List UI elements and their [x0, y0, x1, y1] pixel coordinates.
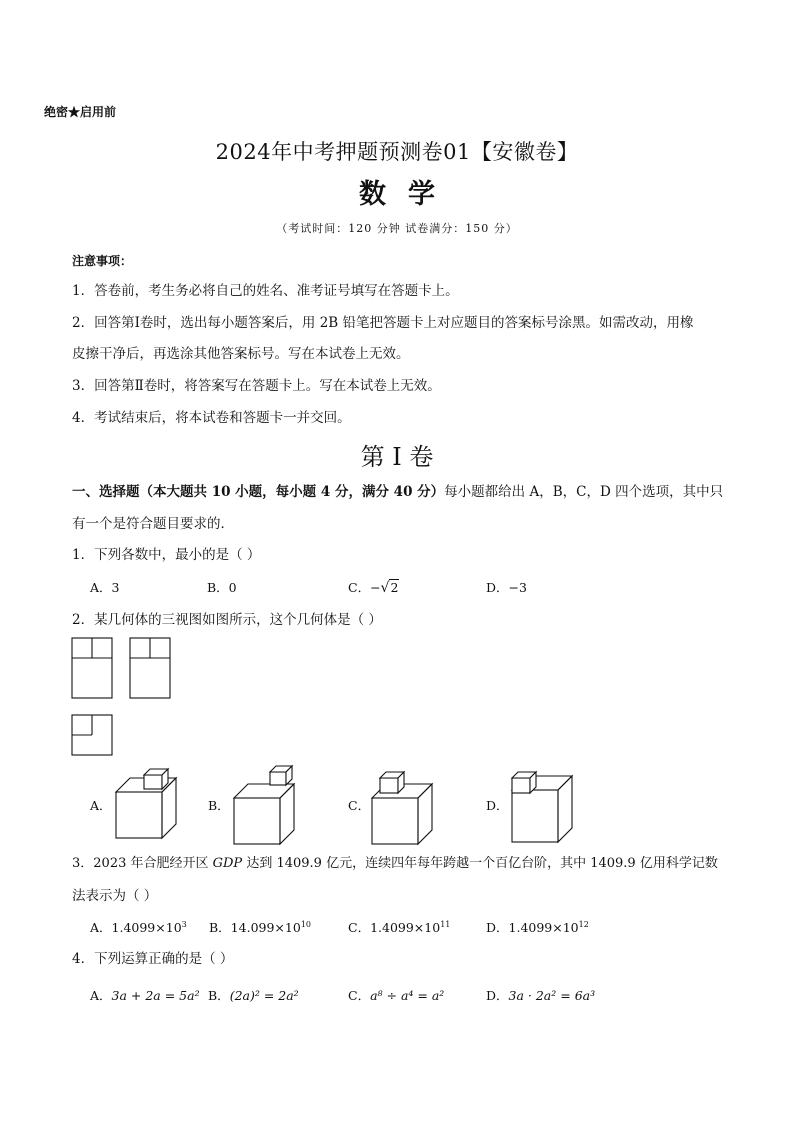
front-view-icon [72, 638, 112, 698]
q3-option-d [486, 918, 589, 936]
q4-stem: 4．下列运算正确的是（ ） [72, 951, 234, 967]
q2-option-b-solid-icon [234, 766, 294, 844]
q4-option-c-expr: a⁸ ÷ a⁴ = a² [370, 988, 445, 1003]
sqrt-sign-icon: √ [380, 580, 390, 596]
q3-gdp: GDP [212, 856, 243, 871]
q1-option-c-radicand: 2 [390, 580, 399, 595]
notice-heading: 注意事项： [72, 254, 133, 268]
q4-option-b [208, 986, 299, 1004]
q3-stem-post: 达到 1409.9 亿元，连续四年每年跨越一个百亿台阶，其中 1409.9 亿用科学记数 [242, 856, 718, 871]
q4-option-c-label: C． [348, 988, 371, 1003]
notice-item-2: 2．回答第Ⅰ卷时，选出每小题答案后，用 2B 铅笔把答题卡上对应题目的答案标号涂黑。如需改动，用橡 [72, 315, 694, 331]
q2-option-c-solid-icon [372, 772, 432, 844]
q3-stem [72, 854, 718, 874]
section-heading: 一、选择题（本大题共 10 小题，每小题 4 分，满分 40 分） [72, 484, 445, 500]
q4-option-d-label: D． [486, 988, 509, 1003]
q2-option-d-label: D． [486, 798, 509, 813]
q2-option-d-solid-icon [512, 772, 572, 842]
notice-item-4: 4．考试结束后，将本试卷和答题卡一并交回。 [72, 410, 351, 426]
q1-option-a: A．3 [90, 580, 120, 595]
section-instruction-rest: 每小题都给出 A，B，C，D 四个选项，其中只 [444, 484, 724, 500]
q1-option-b: B．0 [207, 580, 237, 595]
q2-stem: 2．某几何体的三视图如图所示，这个几何体是（ ） [72, 612, 382, 628]
exam-title: 2024年中考押题预测卷01【安徽卷】 [215, 140, 579, 164]
exam-meta: （考试时间：120 分钟 试卷满分：150 分） [276, 222, 518, 235]
q1-option-c-prefix: C．− [348, 580, 381, 595]
q3-option-a-base: A．1.4099×10 [90, 920, 182, 935]
q3-stem-pre: 3．2023 年合肥经开区 [72, 856, 213, 871]
section-instruction-cont: 有一个是符合题目要求的． [72, 516, 234, 532]
confidential-mark: 绝密★启用前 [44, 105, 117, 119]
q3-option-a [90, 918, 187, 936]
q4-option-b-label: B． [208, 988, 230, 1003]
q4-option-a-expr: 3a + 2a = 5a² [111, 988, 200, 1003]
q4-option-a [90, 986, 200, 1004]
notice-item-2-cont: 皮擦干净后，再选涂其他答案标号。写在本试卷上无效。 [72, 346, 410, 362]
q4-option-a-label: A． [90, 988, 112, 1003]
top-view-icon [72, 715, 112, 755]
subject-title: 数学 [359, 179, 457, 210]
q2-option-a-solid-icon [116, 769, 176, 838]
q1-stem: 1．下列各数中，最小的是（ ） [72, 547, 261, 563]
q2-option-a-label: A． [90, 798, 112, 813]
notice-item-1: 1．答卷前，考生务必将自己的姓名、准考证号填写在答题卡上。 [72, 283, 459, 299]
q3-option-c-exp: 11 [440, 920, 451, 929]
q1-option-d: D．−3 [486, 580, 527, 595]
q3-option-a-exp: 3 [181, 920, 187, 929]
q3-option-b-base: B．14.099×10 [209, 920, 301, 935]
q2-option-c-label: C． [348, 798, 371, 813]
notice-item-3: 3．回答第Ⅱ卷时，将答案写在答题卡上。写在本试卷上无效。 [72, 378, 441, 394]
volume-title: 第 I 卷 [360, 443, 434, 471]
side-view-icon [130, 638, 170, 698]
q3-option-b-exp: 10 [300, 920, 311, 929]
q4-option-d-expr: 3a · 2a² = 6a³ [508, 988, 596, 1003]
q4-option-b-expr: (2a)² = 2a² [229, 988, 299, 1003]
q4-option-d [486, 986, 595, 1004]
q4-option-c [348, 986, 444, 1004]
q3-stem-cont: 法表示为（ ） [72, 888, 158, 904]
q3-option-d-exp: 12 [578, 920, 589, 929]
q3-option-b [209, 918, 311, 936]
q3-option-d-base: D．1.4099×10 [486, 920, 579, 935]
q3-option-c [348, 918, 450, 936]
q2-option-b-label: B． [208, 798, 230, 813]
q3-option-c-base: C．1.4099×10 [348, 920, 441, 935]
